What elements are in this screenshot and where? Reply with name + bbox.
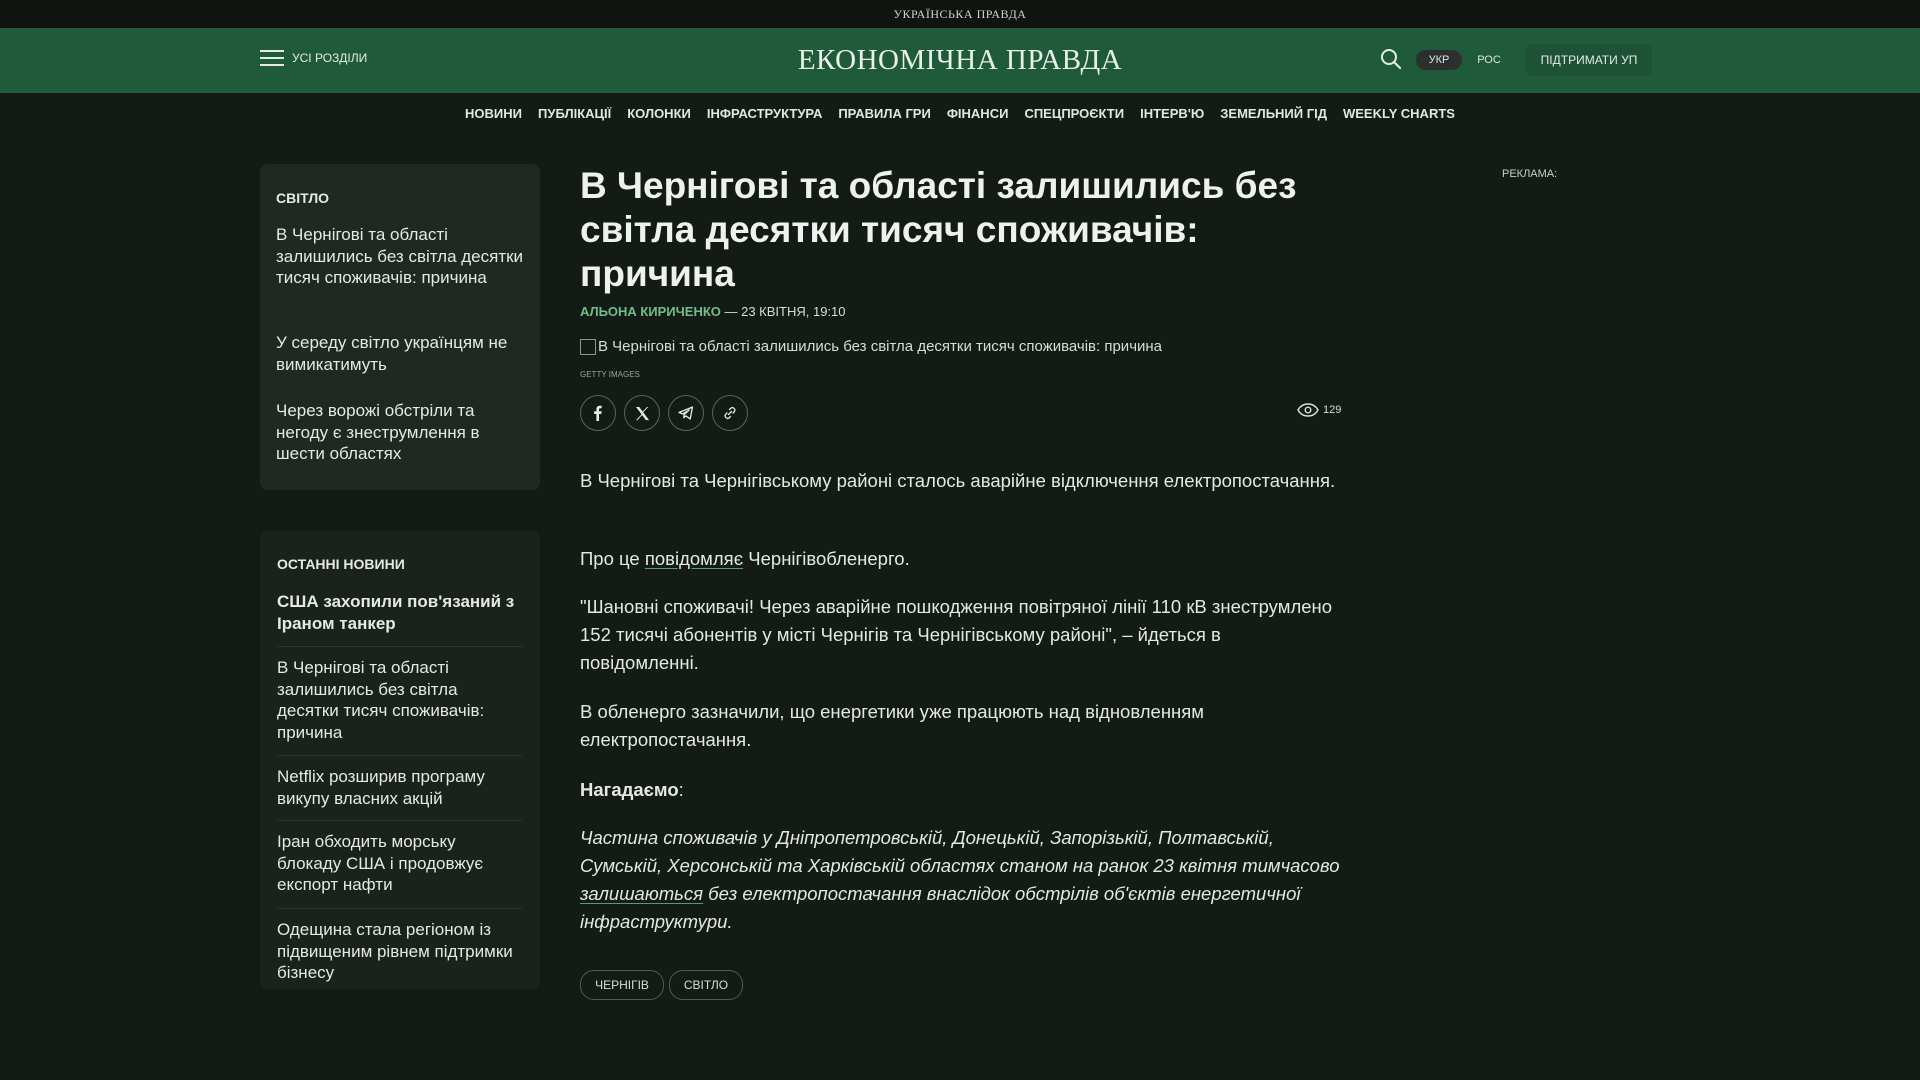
lang-ukr-button[interactable]: УКР [1416, 50, 1462, 70]
related-link[interactable]: залишаються [580, 883, 704, 904]
facebook-icon [590, 405, 606, 421]
paragraph: Про це повідомляє Чернігівобленерго. [580, 548, 910, 569]
divider [277, 755, 522, 756]
nav-special[interactable]: СПЕЦПРОЄКТИ [1024, 105, 1125, 121]
site-logo[interactable]: ЕКОНОМІЧНА ПРАВДА [797, 44, 1123, 76]
share-buttons [580, 395, 748, 431]
news-item[interactable]: В Чернігові та області залишились без світла десятки тисяч споживачів: причина [277, 658, 485, 742]
nav-columns[interactable]: КОЛОНКИ [627, 105, 691, 121]
facebook-share-button[interactable] [580, 395, 616, 431]
topic-title[interactable]: СВІТЛО [276, 190, 330, 206]
lang-ros-button[interactable]: РОС [1477, 54, 1501, 66]
divider [277, 908, 522, 909]
article-title: В Чернігові та області залишились без світла десятки тисяч споживачів: причина [580, 165, 1297, 294]
topic-item[interactable]: Через ворожі обстріли та негоду є знеструмлення в шести областях [276, 401, 480, 463]
nav-infrastructure[interactable]: ІНФРАСТРУКТУРА [706, 105, 823, 121]
topic-item[interactable]: У середу світло українцям не вимикатимуть [276, 333, 508, 374]
nav-rules[interactable]: ПРАВИЛА ГРИ [838, 105, 931, 121]
paragraph-italic: Частина споживачів у Дніпропетровській, Донецькій, Запорізькій, Полтавській, Сумській, Херсонській та Харківській областях станом на ранок 23 квітня тимчасово залишаються без електропостачання внаслідок обстрілів об'єктів енергетичної інфраструктури. [580, 827, 1340, 932]
x-icon [635, 406, 650, 421]
article-image [580, 338, 1162, 355]
telegram-share-button[interactable] [668, 395, 704, 431]
latest-news-box [260, 530, 540, 990]
publish-date: — 23 КВІТНЯ, 19:10 [720, 304, 846, 319]
views-counter [1297, 403, 1341, 417]
topic-box [260, 164, 540, 490]
image-credit: GETTY IMAGES [580, 370, 640, 379]
image-alt-text: В Чернігові та області залишились без світла десятки тисяч споживачів: причина [598, 338, 1163, 355]
paragraph: Нагадаємо: [580, 779, 684, 800]
ad-label: РЕКЛАМА: [1502, 168, 1558, 180]
news-item[interactable]: США захопили пов'язаний з Іраном танкер [277, 592, 515, 633]
link-icon [722, 405, 738, 421]
search-icon[interactable] [1380, 48, 1402, 70]
paragraph: В Чернігові та Чернігівському районі сталось аварійне відключення електропостачання. [580, 470, 1336, 491]
reminder-label: Нагадаємо [580, 779, 679, 800]
top-bar [0, 0, 1920, 28]
news-item[interactable]: Netflix розширив програму викупу власних акцій [277, 767, 485, 808]
author-link[interactable]: АЛЬОНА КИРИЧЕНКО [580, 304, 721, 319]
byline [580, 304, 846, 319]
nav-news[interactable]: НОВИНИ [465, 105, 523, 121]
broken-image-icon [580, 339, 596, 355]
divider [277, 820, 522, 821]
nav-publications[interactable]: ПУБЛІКАЦІЇ [538, 105, 612, 121]
news-item[interactable]: Іран обходить морську блокаду США і продовжує експорт нафти [277, 832, 484, 894]
support-button[interactable]: ПІДТРИМАТИ УП [1526, 44, 1652, 76]
nav-weekly-charts[interactable]: WEEKLY CHARTS [1342, 105, 1455, 121]
main-nav [0, 93, 1920, 133]
all-sections-label: УСІ РОЗДІЛИ [292, 51, 368, 65]
telegram-icon [678, 405, 694, 421]
paragraph: В обленерго зазначили, що енергетики уже працюють над відновленням електропостачання. [580, 701, 1205, 750]
views-count: 129 [1323, 404, 1342, 416]
tag-svitlo[interactable]: СВІТЛО [669, 970, 743, 1000]
source-link[interactable]: повідомляє [644, 548, 744, 569]
nav-finance[interactable]: ФІНАНСИ [946, 105, 1009, 121]
divider [277, 646, 522, 647]
copy-link-button[interactable] [712, 395, 748, 431]
latest-news-title[interactable]: ОСТАННІ НОВИНИ [277, 556, 405, 572]
eye-icon [1297, 403, 1319, 417]
topic-item[interactable]: В Чернігові та області залишились без світла десятки тисяч споживачів: причина [276, 225, 524, 287]
news-item[interactable]: Одещина стала регіоном із підвищеним рівнем підтримки бізнесу [277, 920, 513, 982]
header [0, 28, 1920, 93]
nav-land-guide[interactable]: ЗЕМЕЛЬНИЙ ГІД [1220, 105, 1327, 121]
x-share-button[interactable] [624, 395, 660, 431]
nav-interview[interactable]: ІНТЕРВ'Ю [1140, 105, 1205, 121]
paragraph: "Шановні споживачі! Через аварійне пошкодження повітряної лінії 110 кВ знеструмлено 152 тисячі абонентів у місті Чернігів та Чернігівському районі", – йдеться в повідомленні. [580, 596, 1333, 673]
tag-chernihiv[interactable]: ЧЕРНІГІВ [580, 970, 664, 1000]
site-name[interactable]: УКРАЇНСЬКА ПРАВДА [893, 6, 1027, 21]
